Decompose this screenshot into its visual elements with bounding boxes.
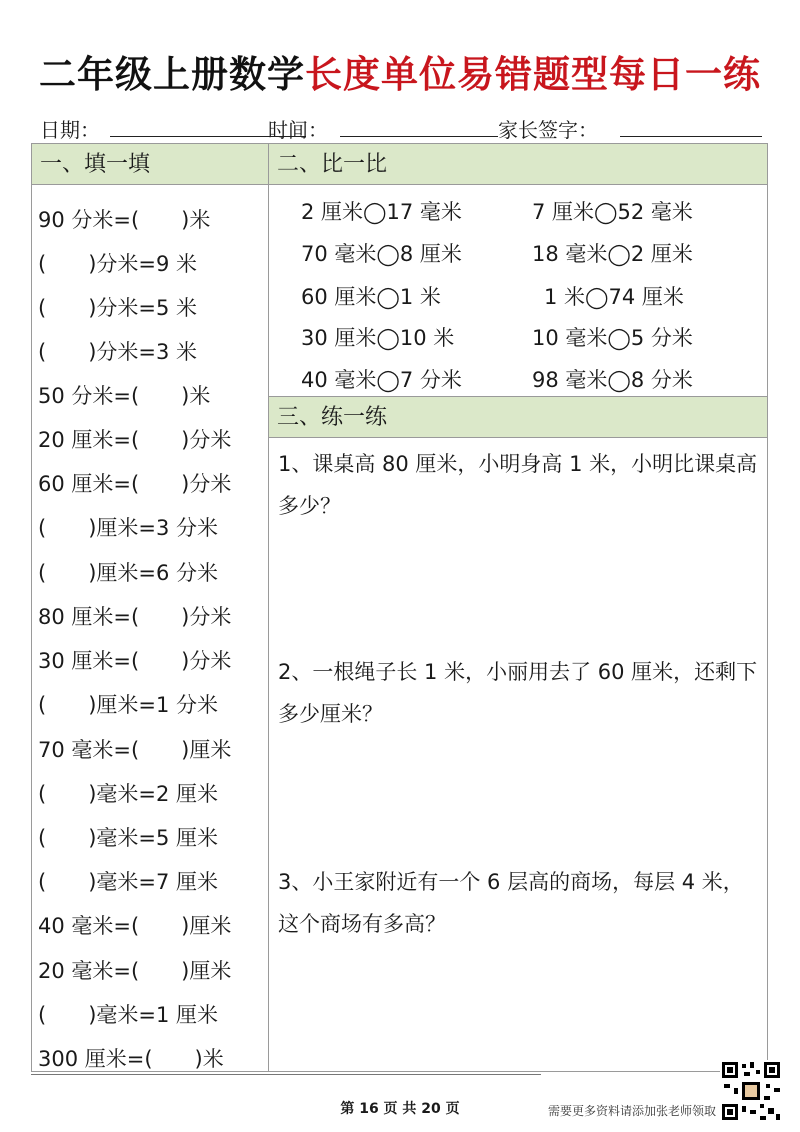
- fill-item: ( )厘米=3 分米: [38, 516, 219, 540]
- fill-item: 20 厘米=( )分米: [38, 428, 232, 452]
- fill-item: 300 厘米=( )米: [38, 1047, 224, 1071]
- column-divider: [268, 143, 269, 1072]
- compare-item: 70 毫米◯8 厘米: [301, 242, 462, 266]
- time-field[interactable]: [340, 136, 498, 137]
- qr-note: 需要更多资料请添加张老师领取: [548, 1104, 717, 1118]
- qr-code-icon: [720, 1060, 782, 1122]
- compare-item: 60 厘米◯1 米: [301, 285, 441, 309]
- title-red: 长度单位易错题型每日一练: [305, 53, 761, 96]
- title-black: 二年级上册数学: [39, 53, 305, 96]
- compare-item: 18 毫米◯2 厘米: [532, 242, 693, 266]
- worksheet-title: [0, 44, 800, 98]
- parent-sign-field[interactable]: [620, 136, 762, 137]
- section1-heading: 一、填一填: [32, 144, 268, 185]
- fill-item: 30 厘米=( )分米: [38, 649, 232, 673]
- section3-heading: 三、练一练: [269, 397, 767, 438]
- time-label: 时间：: [268, 118, 328, 142]
- fill-item: 80 厘米=( )分米: [38, 605, 232, 629]
- word-problem-3: 3、小王家附近有一个 6 层高的商场，每层 4 米，这个商场有多高？: [278, 870, 744, 936]
- fill-item: 40 毫米=( )厘米: [38, 914, 232, 938]
- footer-rule: [31, 1074, 541, 1075]
- fill-item: ( )毫米=2 厘米: [38, 782, 219, 806]
- section2-heading: 二、比一比: [269, 144, 767, 185]
- compare-item: 98 毫米◯8 分米: [532, 368, 693, 392]
- fill-item: ( )分米=5 米: [38, 296, 198, 320]
- fill-item: 50 分米=( )米: [38, 384, 211, 408]
- compare-item: 1 米◯74 厘米: [544, 285, 684, 309]
- fill-item: ( )厘米=6 分米: [38, 561, 219, 585]
- compare-item: 10 毫米◯5 分米: [532, 326, 693, 350]
- compare-item: 30 厘米◯10 米: [301, 326, 455, 350]
- fill-item: ( )毫米=5 厘米: [38, 826, 219, 850]
- date-label: 日期：: [40, 118, 100, 142]
- parent-sign-label: 家长签字：: [498, 118, 598, 142]
- fill-item: ( )毫米=7 厘米: [38, 870, 219, 894]
- meta-row: [40, 114, 765, 142]
- fill-item: ( )厘米=1 分米: [38, 693, 219, 717]
- fill-item: ( )毫米=1 厘米: [38, 1003, 219, 1027]
- word-problem-1: 1、课桌高 80 厘米，小明身高 1 米，小明比课桌高多少？: [278, 452, 758, 518]
- fill-item: 60 厘米=( )分米: [38, 472, 232, 496]
- word-problem-2: 2、一根绳子长 1 米，小丽用去了 60 厘米，还剩下多少厘米？: [278, 660, 758, 726]
- fill-item: ( )分米=9 米: [38, 252, 198, 276]
- compare-item: 2 厘米◯17 毫米: [301, 200, 462, 224]
- fill-item: 20 毫米=( )厘米: [38, 959, 232, 983]
- fill-item: ( )分米=3 米: [38, 340, 198, 364]
- compare-item: 40 毫米◯7 分米: [301, 368, 462, 392]
- fill-item: 70 毫米=( )厘米: [38, 738, 232, 762]
- page-number: 第 16 页 共 20 页: [340, 1101, 460, 1117]
- compare-item: 7 厘米◯52 毫米: [532, 200, 693, 224]
- fill-item: 90 分米=( )米: [38, 208, 211, 232]
